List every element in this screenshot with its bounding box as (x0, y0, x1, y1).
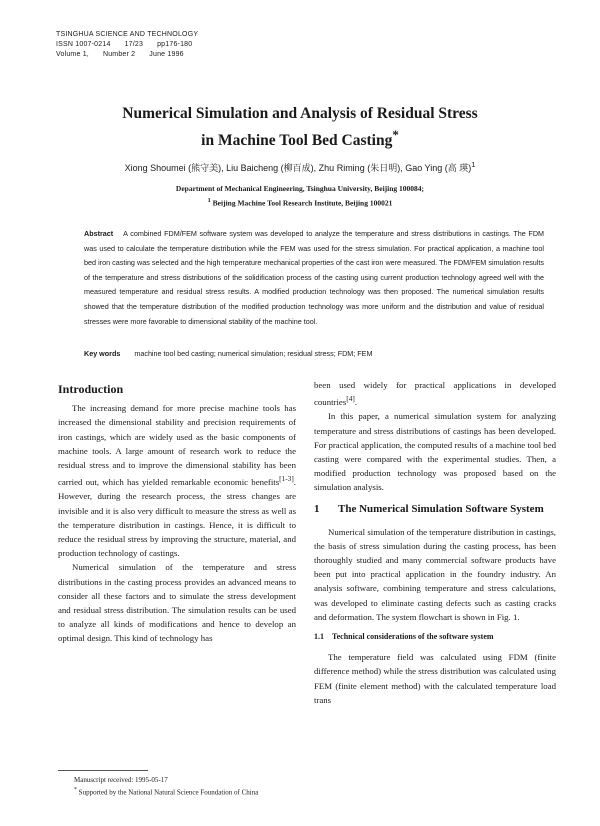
intro-paragraph-3: In this paper, a numerical simulation system for analyzing temperature and stress distributions of castings has been developed. For practical application, the computed results of a machine tool bed casting were compared with the experimental studies. Then, a modified production technology was proposed based on the simulation analysis. (314, 411, 556, 493)
keywords-label: Key words (84, 349, 121, 358)
keywords-text: machine tool bed casting; numerical simulation; residual stress; FDM; FEM (134, 349, 373, 358)
authors-footnote-mark: 1 (471, 160, 476, 169)
keywords (84, 349, 544, 358)
affiliation-1: Department of Mechanical Engineering, Tsinghua University, Beijing 100084; (175, 184, 425, 193)
journal-name: TSINGHUA SCIENCE AND TECHNOLOGY (56, 31, 199, 38)
journal-volume-line (56, 50, 206, 60)
right-column (314, 378, 556, 707)
citation-4: [4] (346, 394, 355, 404)
affiliation-2: $^1$ Beijing Machine Tool Research Institute, Beijing 100021 (207, 197, 393, 208)
abstract-label: Abstract (84, 229, 114, 238)
footnotes (74, 770, 294, 797)
journal-header (56, 30, 206, 60)
intro-paragraph-1: The increasing demand for more precise machine tools has increased the dimensional stability and precision requirements of iron castings, which are widely used as the basic components of machine tools. A large amount of research work to reduce the residual stress and to improve the dimensional stability has been carried out, which has yielded remarkable economic benefits[1-3]. However, during the research process, the stress changes are invisible and it is also very difficult to measure the stress as well as the temperature distribution in castings. Hence, it is difficult to reduce the residual stress by improving the structure, material, and production technology of castings. (58, 403, 296, 559)
subsection-1-1-heading (314, 630, 556, 644)
title-line-1: Numerical Simulation and Analysis of Residual Stress (122, 105, 478, 122)
subsection-1-1-number: 1.1 (314, 631, 324, 641)
footnote-support: * Supported by the National Natural Science Foundation of China (74, 787, 259, 797)
journal-volume: Volume 1, (56, 51, 89, 58)
intro-paragraph-2-continued: been used widely for practical applications in developed countries[4]. (314, 380, 556, 408)
journal-article: 17/23 (124, 41, 144, 48)
section-1-paragraph-1: Numerical simulation of the temperature distribution in castings, the basis of stress simulation during the casting process, has been thoroughly studied and many commercial software products have been put into practical application in the foundry industry. An analysis software, combining temperature and stress calculations, was developed to eliminate casting defects such as casting cracks and deformation. The system flowchart is shown in Fig. 1. (314, 526, 556, 622)
journal-date: June 1996 (149, 51, 184, 58)
authors: Xiong Shoumei (熊守美), Liu Baicheng (柳百成), Zhu Riming (朱日明), Gao Ying (高 瑛)$^1$ (124, 160, 476, 173)
section-1-title: The Numerical Simulation Software System (338, 502, 544, 515)
abstract (84, 227, 544, 329)
intro-paragraph-2: Numerical simulation of the temperature and stress distributions in the casting process provides an advanced means to consider all these factors and to simulate the stress development and residual stress distribution. The simulation results can be used to analyze all kinds of modifications and hence to develop an optimal design. This kind of technology has (58, 562, 296, 644)
journal-issn-line (56, 40, 206, 50)
section-1-number: 1 (314, 502, 320, 515)
title-line-2: in Machine Tool Bed Casting* (201, 127, 399, 150)
footnote-support-mark: * (74, 787, 77, 793)
title-footnote-mark: * (392, 127, 399, 142)
left-column (58, 382, 296, 646)
footnote-received: Manuscript received: 1995-05-17 (74, 776, 168, 784)
subsection-1-1-title: Technical considerations of the software system (332, 631, 494, 641)
footnote-rule (58, 770, 148, 771)
intro-heading: Introduction (58, 382, 124, 396)
journal-pages: pp176-180 (157, 41, 193, 48)
abstract-text: A combined FDM/FEM software system was developed to analyze the temperature and stress distributions in castings. The FDM was used to calculate the temperature distribution while the FEM was used for the stress simulation. For practical application, a machine tool bed iron casting was selected and the high temperature mechanical properties of the cast iron were measured. The FDM/FEM simulation results of the temperature and stress distributions of the solidification process of the casting using current production technology agreed well with the measured temperature and residual stress results. A modified production technology was then proposed. The numerical simulation results showed that the temperature distribution of the modified production technology was more uniform and the distribution and value of residual stresses were more favorable to dimensional stability of the machine tool. (84, 229, 544, 326)
citation-1-3: [1-3] (279, 474, 294, 484)
paper-title (0, 103, 600, 151)
affiliation-mark: 1 (207, 197, 211, 204)
journal-issn: ISSN 1007-0214 (56, 41, 111, 48)
section-1-heading (314, 501, 556, 517)
journal-number: Number 2 (102, 51, 136, 58)
section-1-paragraph-2: The temperature field was calculated using FDM (finite difference method) while the stress distribution was calculated using FEM (finite element method) with the calculated temperature load trans (314, 652, 556, 705)
